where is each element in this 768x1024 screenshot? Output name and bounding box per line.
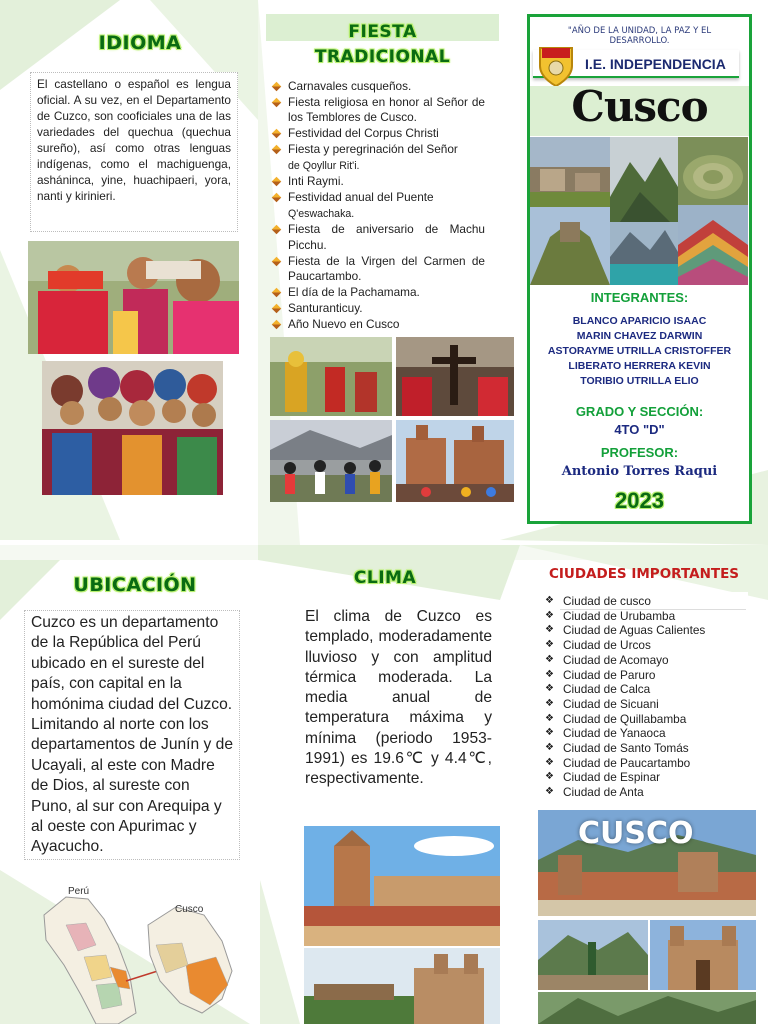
ubicacion-text: Cuzco es un departamento de la República del Perú ubicado en el sureste del país, con capital en la homónima ciudad del Cuzco. Limitando al norte con los departamentos de Junín y de Ucayali, al este con Madre de Dios, al sureste con Puno, al sur con Arequipa y al oeste con Apurimac y Ayacucho.	[24, 610, 240, 860]
inti-raymi-photo	[270, 337, 392, 416]
member-name: MARIN CHAVEZ DARWIN	[576, 330, 703, 342]
map-label-peru: Perú	[68, 886, 90, 897]
member-name: BLANCO APARICIO ISAAC	[572, 315, 707, 327]
list-item	[270, 190, 485, 222]
plaza-de-armas-photo	[304, 948, 500, 1024]
corpus-christi-photo	[396, 420, 514, 502]
list-item-text-cont: Q'eswachaka.	[288, 207, 355, 220]
rainbow-mountain-photo	[678, 205, 748, 285]
list-item: ❖ Ciudad de Acomayo	[545, 653, 745, 668]
grado-label: GRADO Y SECCIÓN:	[575, 404, 704, 419]
list-item: ❖ Ciudad de Paucartambo	[545, 756, 745, 771]
list-item-text: Fiesta y peregrinación del Señor	[288, 141, 458, 156]
list-item-text: Festividad anual del Puente	[288, 189, 434, 204]
ciudades-list	[545, 594, 745, 800]
list-item: Fiesta de la Virgen del Carmen de Paucartambo.	[270, 254, 485, 285]
list-item: ❖ Ciudad de Anta	[545, 785, 745, 800]
profesor-label: PROFESOR:	[600, 445, 679, 460]
member-name: ASTORAYME UTRILLA CRISTOFFER	[547, 345, 732, 357]
list-item: ❖ Ciudad de Quillabamba	[545, 712, 745, 727]
list-item: ❖ Ciudad de Espinar	[545, 770, 745, 785]
motto-text: "AÑO DE LA UNIDAD, LA PAZ Y EL DESARROLLO.	[567, 26, 712, 46]
member-name: TORIBIO UTRILLA ELIO	[580, 375, 699, 387]
senor-temblores-photo	[396, 337, 514, 416]
qoyllur-riti-photo	[270, 420, 392, 502]
quechua-dancers-photo	[28, 241, 239, 354]
list-item: Fiesta religiosa en honor al Señor de los Temblores de Cusco.	[270, 95, 485, 126]
cusco-photo-label: CUSCO	[578, 816, 694, 851]
map-label-cusco: Cusco	[175, 904, 204, 915]
clima-text: El clima de Cuzco es templado, moderadamente lluvioso y con amplitud térmica moderada. La media anual de temperatura máxima y mínima (periodo 1953-1991) es 19.6℃ y 4.4℃, respectivamente.	[305, 608, 492, 788]
terraces-photo	[678, 137, 748, 205]
children-photo	[42, 361, 223, 495]
list-item: ❖ Ciudad de Aguas Calientes	[545, 623, 745, 638]
fiesta-list	[270, 79, 485, 332]
ubicacion-title: UBICACIÓN	[73, 574, 197, 596]
year: 2023	[615, 488, 664, 513]
members-list	[530, 314, 749, 389]
list-item: Festividad del Corpus Christi	[270, 126, 485, 142]
list-item: ❖ Ciudad de Santo Tomás	[545, 741, 745, 756]
list-item: Inti Raymi.	[270, 174, 485, 190]
integrantes-label: INTEGRANTES:	[590, 290, 689, 305]
list-item: ❖ Ciudad de Urubamba	[545, 609, 745, 624]
lagoon-photo	[610, 222, 678, 285]
idioma-text: El castellano o español es lengua oficial. A su vez, en el Departamento de Cuzco, son cooficiales una de las variedades del quechua (quechua sureño), así como otras lenguas indígenas, como el machiguenga, asháninca, yine, huachipaeri, yora, nanti y kirinieri.	[30, 72, 238, 232]
list-item: ❖ Ciudad de Urcos	[545, 638, 745, 653]
list-item: Año Nuevo en Cusco	[270, 317, 485, 333]
list-item: Santuranticuy.	[270, 301, 485, 317]
mountains-photo	[538, 992, 756, 1024]
idioma-title: IDIOMA	[98, 32, 182, 54]
church-photo	[650, 920, 756, 990]
list-item: Carnavales cusqueños.	[270, 79, 485, 95]
list-item: ❖ Ciudad de Calca	[545, 682, 745, 697]
grado-value: 4TO "D"	[614, 422, 665, 437]
cover-title: Cusco	[571, 82, 708, 131]
list-item: ❖ Ciudad de Paruro	[545, 668, 745, 683]
member-name: LIBERATO HERRERA KEVIN	[568, 360, 711, 372]
ciudades-title: CIUDADES IMPORTANTES	[548, 566, 740, 582]
list-item: ❖ Ciudad de Yanaoca	[545, 726, 745, 741]
fiesta-title-line1: FIESTA	[348, 22, 417, 42]
list-item: ❖ Ciudad de Sicuani	[545, 697, 745, 712]
fiesta-title	[266, 20, 499, 70]
list-item-text-cont: de Qoyllur Rit'i.	[288, 159, 360, 172]
mountain-mist-photo	[610, 137, 678, 222]
list-item	[270, 142, 485, 174]
list-item: ❖ Ciudad de cusco	[545, 594, 745, 609]
list-item: El día de la Pachamama.	[270, 285, 485, 301]
peru-map	[26, 885, 250, 1024]
machu-picchu-ruins-photo	[530, 137, 610, 207]
valley-town-photo	[538, 920, 648, 990]
cusco-cathedral-photo	[304, 826, 500, 946]
clima-title: CLIMA	[353, 568, 417, 588]
list-item: Fiesta de aniversario de Machu Picchu.	[270, 222, 485, 253]
fiesta-title-line2: TRADICIONAL	[314, 47, 451, 67]
fortress-photo	[530, 207, 610, 285]
school-name: I.E. INDEPENDENCIA	[585, 56, 726, 72]
profesor-name: Antonio Torres Raqui	[561, 464, 718, 479]
